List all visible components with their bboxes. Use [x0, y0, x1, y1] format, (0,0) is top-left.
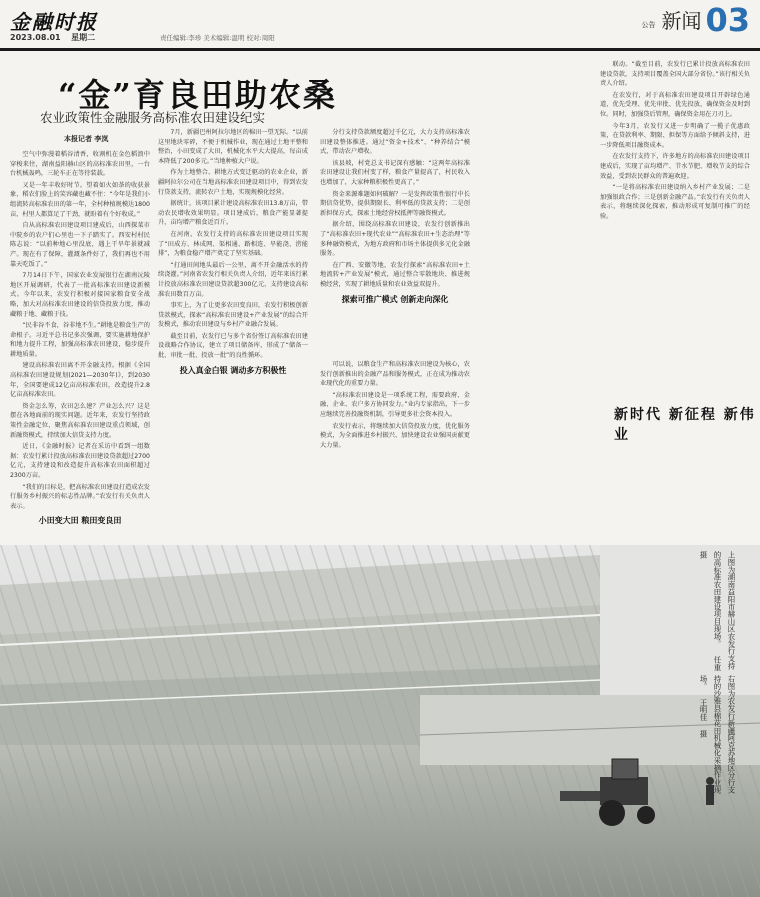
paragraph: 在广西、安徽等地，农发行探索“高标准农田+土地流转+产业发展”模式，通过整合零散地块、推进规模经营，实现了耕地质量和农业效益双提升。	[320, 261, 470, 288]
paragraph: 资金来源难题如何破解？一是发挥政策性银行中长期信贷优势，提供期限长、利率低的贷款支持；二是创新担保方式，探索土地经营权抵押等融资模式。	[320, 190, 470, 217]
paragraph: 在河南，农发行支持的高标准农田建设项目实现了“田成方、林成网、渠相通、路相连、旱能浇、涝能排”，为粮食稳产增产奠定了坚实基础。	[158, 230, 308, 258]
paragraph: 据介绍，围绕高标准农田建设，农发行创新推出了“高标准农田+现代农业”“高标准农田+生态治理”等多种融资模式，为地方政府和市场主体提供多元化金融服务。	[320, 221, 470, 258]
paragraph: 该县坡，村党总支书记深有感触：“这两年高标准农田建设让我们村变了样，粮食产量提高了，村民收入也增加了，大家种粮积极性更高了。”	[320, 159, 470, 186]
article-column-2	[158, 128, 308, 613]
section-name: 新闻	[661, 9, 702, 33]
paragraph: 事实上，为了让更多农田变良田，农发行积极创新贷款模式，探索“高标准农田建设+产业发展”的综合开发模式，推动农田建设与乡村产业融合发展。	[158, 302, 308, 329]
masthead	[0, 0, 760, 51]
paragraph: “我们的目标是，把高标准农田建设打造成农发行服务乡村振兴的标志性品牌。”农发行有关负责人表示。	[10, 483, 150, 510]
section-title-1: 小田变大田 粮田变良田	[38, 516, 122, 526]
photo-caption-bottom: 右图为农发行新疆阿克苏地区分行支持的沙雅县棉花田机械化采摘作业现场。 王明佳 摄	[699, 675, 736, 794]
page-number: 03	[705, 1, 750, 39]
paragraph: “高标准农田建设是一项系统工程，需要政府、金融、企业、农户多方协同发力。”业内专家指出，下一步应继续完善投融资机制，引导更多社会资本投入。	[320, 391, 470, 418]
byline: 本报记者 李岚	[64, 135, 109, 143]
section-title-2: 投入真金白银 调动多方积极性	[179, 365, 287, 375]
paragraph: 在农发行，对于高标准农田建设项目开辟绿色通道，优先受理、优先审批、优先投放，确保资金及时到位。同时，加强贷后管理，确保资金用在刀刃上。	[600, 91, 750, 118]
paragraph: 资金怎么筹，农田怎么建？产业怎么兴？这是摆在各地面前的现实问题。近年来，农发行坚持政策性金融定位，聚焦高标准农田建设重点领域，创新融资模式，持续加大信贷支持力度。	[10, 402, 150, 439]
section-header	[641, 1, 750, 39]
paragraph: 又是一年丰收好时节。望着如火如荼的收获景象，稻农们脸上的笑容藏也藏不住：“今年是我们小组流转高标准农田的第一年，全村种植规模达1800亩，村里人都算足了干劲，就盼着有个好收成。”	[10, 181, 150, 218]
paragraph: 建设高标准农田离不开金融支持。根据《全国高标准农田建设规划(2021—2030年)》，到2030年，全国要建成12亿亩高标准农田，改造提升2.8亿亩高标准农田。	[10, 362, 150, 399]
farm-photo	[0, 545, 760, 897]
paragraph: 分行支持贷款额度超过千亿元，大力支持高标准农田建设整体推进。通过“资金+技术”、“种养结合”模式，带动农户增收。	[320, 129, 470, 156]
paragraph: 自从高标准农田建设项目建成后，山西探菜市中院乡的农户们心里也一下子踏实了。西安村村民陈志说：“以前种地心里没底，遇上干旱年景就减产。现在有了保障，灌溉条件好了，我们再也不用靠天吃饭了。”	[10, 222, 150, 268]
paragraph: 今年3月，农发行又进一步明确了一揽子优惠政策，在贷款利率、期限、担保等方面给予倾斜支持，进一步降低项目融资成本。	[600, 122, 750, 149]
paragraph: 空气中弥漫着稻谷清香，收割机在金色稻浪中穿梭来往，湖南益阳赫山区的高标准农田里，一台台机械轰鸣，三轮车正在等待装载。	[10, 151, 150, 178]
editor-credits: 责任编辑:李珍 美术编辑:温明 校对:周阳	[160, 34, 275, 42]
paragraph: 联动。“截至目前，农发行已累计投放高标准农田建设贷款，支持项目覆盖全国大部分省份。”该行相关负责人介绍。	[600, 61, 750, 88]
paragraph: 据统计，该项目累计建设高标准农田13.8万亩，带动农民增收效果明显。项目建成后，粮食产能显著提升，亩均增产粮食近百斤。	[158, 200, 308, 227]
paragraph: 农发行表示，将继续加大信贷投放力度，优化服务模式，为全面推进乡村振兴、加快建设农业强国贡献更大力量。	[320, 422, 470, 449]
paragraph: 可以说，以粮食生产和高标准农田建设为核心，农发行创新推出的金融产品和服务模式，正在成为推动农业现代化的重要力量。	[320, 361, 470, 388]
paragraph: 近日，《金融时报》记者在采访中看到一组数据：农发行累计投放高标准农田建设贷款超过2700亿元，支持建设和改造提升高标准农田面积超过2300万亩。	[10, 443, 150, 479]
paragraph: “一是将高标准农田建设纳入乡村产业发展；二是加强银政合作；三是创新金融产品。”农发行有关负责人表示，将继续深化探索，推动形成可复制可推广的经验。	[600, 184, 750, 220]
paragraph: 7月，新疆巴州阿拉尔地区的棉田一望无际。“以前这里地块零碎，不便于机械作业，现在通过土地平整和整治，小田变成了大田，机械化水平大大提高，每亩成本降低了200多元。”当地种植大户说。	[158, 129, 308, 165]
paragraph: 截至目前，农发行已与多个省份签订高标准农田建设战略合作协议，建立了项目储备库，形成了“储备一批、审批一批、投放一批”的良性循环。	[158, 332, 308, 360]
article-column-5	[600, 60, 750, 360]
paragraph: “民非谷不食，谷非地不生。”耕地是粮食生产的命根子。习近平总书记多次强调，要实施耕地保护和地力提升工程，加强高标准农田建设，稳步提升耕地质量。	[10, 322, 150, 358]
date-line	[10, 32, 103, 43]
paragraph: 在农发行支持下，许多地方的高标准农田建设项目建成后，实现了亩均增产、节水节肥、增收节支的综合效益，受到农民群众的普遍欢迎。	[600, 153, 750, 180]
section-title-3: 探索可推广模式 创新走向深化	[341, 294, 449, 304]
paragraph: 7月14日下午，国家农业发展银行在湖南沅陵地区开展调研，代表了一批高标准农田建设新模式。今年以来，农发行积极对接国家粮食安全战略，加大对高标准农田建设的信贷投放力度，推动藏粮于地、藏粮于技。	[10, 272, 150, 318]
photo-caption-top: 上图为湖南益阳市赫山区农发行支持的高标准农田建设项目现场。 任重 摄	[699, 551, 736, 671]
issue-date: 2023.08.01	[10, 33, 61, 42]
subheadline: 农业政策性金融服务高标准农田建设纪实	[40, 110, 266, 125]
headline: “金”育良田助农桑	[58, 76, 337, 114]
farm-field-illustration	[0, 545, 760, 897]
slogan-banner: 新时代 新征程 新伟业	[614, 407, 756, 443]
paragraph: “打通田间地头最后一公里，离不开金融活水的持续浇灌。”河南省农发行相关负责人介绍，近年来该行累计投放高标准农田建设贷款超300亿元，支持建设高标准农田数百万亩。	[158, 261, 308, 298]
newspaper-logo: 金融时报	[10, 10, 98, 34]
pub-label: 公告	[641, 21, 656, 29]
issue-weekday: 星期二	[71, 33, 96, 42]
paragraph: 作为土地整合、耕地方式变迁驱动的农业企业，新疆阿拉尔公司在当地高标准农田建设项目中，得到农发行贷款支持，流转农户土地，实现规模化经营。	[158, 169, 308, 196]
